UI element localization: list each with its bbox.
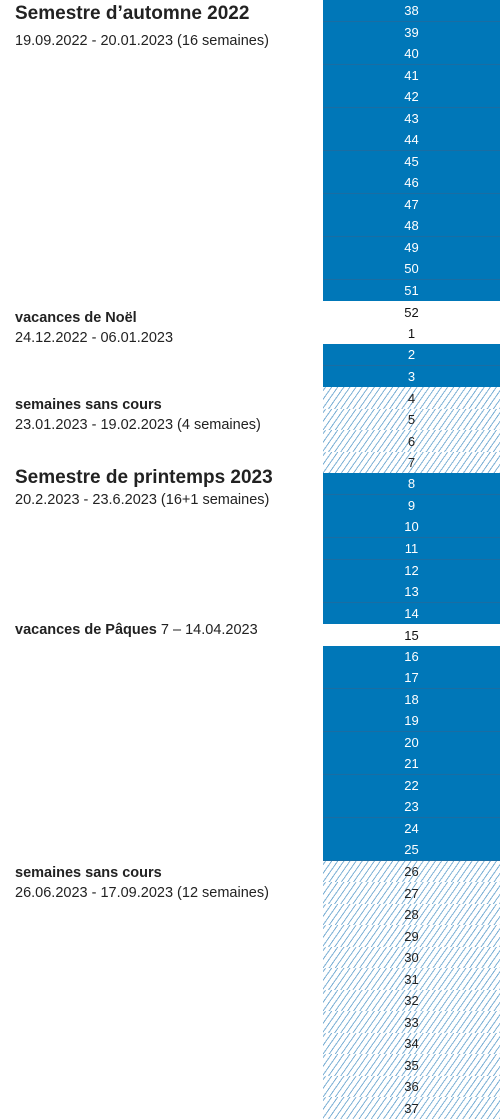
- week-cell-12: 12: [323, 560, 500, 582]
- spring-semester-block: [15, 467, 273, 509]
- week-cell-34: 34: [323, 1033, 500, 1055]
- week-cell-49: 49: [323, 237, 500, 259]
- week-number-column: [323, 0, 500, 1119]
- week-cell-26: 26: [323, 861, 500, 883]
- week-cell-52: 52: [323, 301, 500, 323]
- week-cell-42: 42: [323, 86, 500, 108]
- week-cell-28: 28: [323, 904, 500, 926]
- week-cell-47: 47: [323, 194, 500, 216]
- week-cell-45: 45: [323, 151, 500, 173]
- autumn-semester-title: Semestre d’automne 2022: [15, 3, 250, 24]
- week-cell-16: 16: [323, 646, 500, 668]
- week-cell-14: 14: [323, 603, 500, 625]
- week-cell-19: 19: [323, 710, 500, 732]
- break-summer-dates: 26.06.2023 - 17.09.2023 (12 semaines): [15, 885, 269, 901]
- week-cell-7: 7: [323, 452, 500, 474]
- spring-semester-title: Semestre de printemps 2023: [15, 467, 273, 488]
- week-cell-50: 50: [323, 258, 500, 280]
- christmas-holiday-title: vacances de Noël: [15, 310, 137, 326]
- autumn-semester-block: [15, 3, 269, 50]
- week-cell-35: 35: [323, 1054, 500, 1076]
- week-cell-22: 22: [323, 775, 500, 797]
- break-winter-block: [15, 396, 261, 434]
- week-cell-24: 24: [323, 818, 500, 840]
- week-cell-6: 6: [323, 430, 500, 452]
- break-winter-dates: 23.01.2023 - 19.02.2023 (4 semaines): [15, 417, 261, 433]
- week-cell-5: 5: [323, 409, 500, 431]
- week-cell-8: 8: [323, 473, 500, 495]
- autumn-semester-dates: 19.09.2022 - 20.01.2023 (16 semaines): [15, 33, 269, 49]
- easter-holiday-block: [15, 621, 258, 639]
- week-cell-36: 36: [323, 1076, 500, 1098]
- week-cell-13: 13: [323, 581, 500, 603]
- week-cell-15: 15: [323, 624, 500, 646]
- week-cell-51: 51: [323, 280, 500, 302]
- week-cell-29: 29: [323, 925, 500, 947]
- week-cell-9: 9: [323, 495, 500, 517]
- week-cell-27: 27: [323, 882, 500, 904]
- week-cell-20: 20: [323, 732, 500, 754]
- christmas-holiday-block: [15, 309, 173, 347]
- week-cell-48: 48: [323, 215, 500, 237]
- week-cell-46: 46: [323, 172, 500, 194]
- break-winter-title: semaines sans cours: [15, 397, 162, 413]
- week-cell-10: 10: [323, 516, 500, 538]
- easter-holiday-line: [15, 621, 258, 639]
- week-cell-25: 25: [323, 839, 500, 861]
- week-cell-31: 31: [323, 968, 500, 990]
- week-cell-38: 38: [323, 0, 500, 22]
- week-cell-43: 43: [323, 108, 500, 130]
- week-cell-2: 2: [323, 344, 500, 366]
- week-cell-23: 23: [323, 796, 500, 818]
- week-cell-44: 44: [323, 129, 500, 151]
- easter-holiday-title: vacances de Pâques: [15, 622, 157, 638]
- week-cell-39: 39: [323, 22, 500, 44]
- week-cell-37: 37: [323, 1097, 500, 1119]
- week-cell-18: 18: [323, 689, 500, 711]
- week-cell-11: 11: [323, 538, 500, 560]
- week-cell-33: 33: [323, 1011, 500, 1033]
- break-summer-block: [15, 864, 269, 902]
- week-cell-17: 17: [323, 667, 500, 689]
- spring-semester-dates: 20.2.2023 - 23.6.2023 (16+1 semaines): [15, 492, 270, 508]
- break-summer-title: semaines sans cours: [15, 865, 162, 881]
- week-cell-32: 32: [323, 990, 500, 1012]
- week-cell-3: 3: [323, 366, 500, 388]
- christmas-holiday-dates: 24.12.2022 - 06.01.2023: [15, 330, 174, 346]
- week-cell-30: 30: [323, 947, 500, 969]
- easter-holiday-dates: 7 – 14.04.2023: [160, 622, 258, 638]
- week-cell-21: 21: [323, 753, 500, 775]
- week-cell-4: 4: [323, 387, 500, 409]
- week-cell-40: 40: [323, 43, 500, 65]
- week-cell-41: 41: [323, 65, 500, 87]
- week-cell-1: 1: [323, 323, 500, 345]
